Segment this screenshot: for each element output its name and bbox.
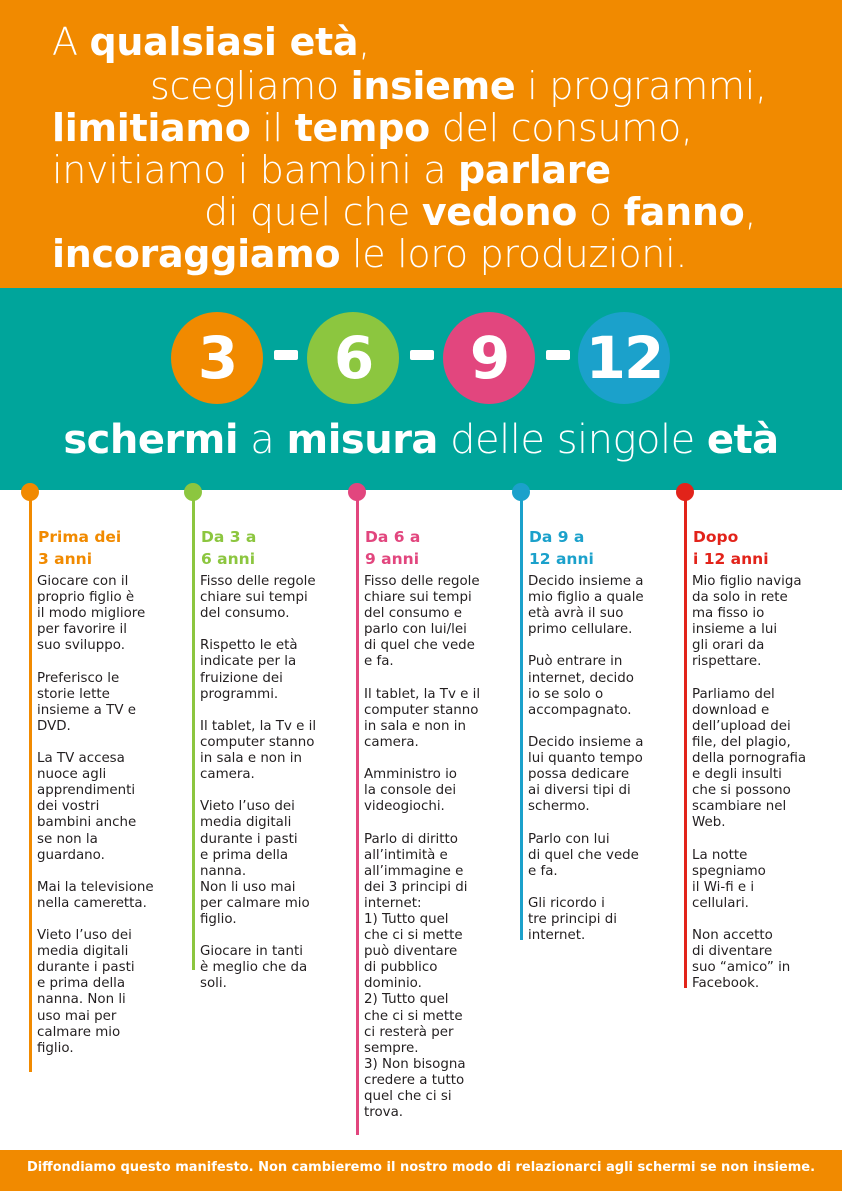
header-line-5	[204, 190, 756, 234]
column-title: Prima dei 3 anni	[38, 528, 122, 568]
timeline-dot	[21, 483, 39, 501]
header-line-4	[52, 148, 611, 192]
header-line-segment: vedono	[421, 190, 578, 234]
subtitle-segment: delle singole	[437, 417, 707, 463]
timeline-dot	[676, 483, 694, 501]
header-line-6	[52, 232, 687, 276]
header-line-segment: ,	[744, 190, 757, 234]
column-title: Dopo i 12 anni	[693, 528, 769, 568]
header-line-segment: qualsiasi età	[89, 20, 359, 64]
column-body: Mio figlio naviga da solo in rete ma fisso io insieme a lui gli orari da rispettare. Parliamo del download e dell’upload dei file, del plagio, della pornografia e degli insulti che si possono scambiare nel Web. La notte spegniamo il Wi-fi e i cellulari. Non accetto di diventare suo “amico” in Facebook.	[692, 574, 807, 992]
age-dash-3	[546, 350, 570, 360]
header-line-segment: il	[250, 106, 295, 150]
header-banner	[0, 0, 842, 288]
timeline-line	[356, 500, 359, 1135]
age-circle-6: 6	[307, 312, 399, 404]
timeline-dot	[184, 483, 202, 501]
header-line-segment: o	[577, 190, 624, 234]
header-line-1	[52, 20, 370, 64]
header-line-segment: di quel che	[204, 190, 422, 234]
column-title: Da 9 a 12 anni	[529, 528, 594, 568]
timeline-line	[684, 500, 687, 988]
header-line-segment: le loro produzioni.	[340, 232, 688, 276]
subtitle-segment: età	[706, 417, 779, 463]
column-title: Da 3 a 6 anni	[201, 528, 257, 568]
header-line-3	[52, 106, 693, 150]
header-line-segment: i programmi,	[515, 64, 767, 108]
band-subtitle	[0, 412, 842, 468]
header-line-segment: del consumo,	[429, 106, 693, 150]
header-line-segment: insieme	[350, 64, 516, 108]
footer-banner: Diffondiamo questo manifesto. Non cambieremo il nostro modo di relazionarci agli schermi se non insieme.	[0, 1150, 842, 1191]
header-line-segment: invitiamo i bambini a	[52, 148, 459, 192]
timeline-dot	[348, 483, 366, 501]
subtitle-segment: a	[238, 417, 287, 463]
header-line-segment: parlare	[458, 148, 611, 192]
timeline-line	[520, 500, 523, 940]
header-line-segment: tempo	[294, 106, 430, 150]
header-line-segment: incoraggiamo	[52, 232, 341, 276]
header-line-segment: scegliamo	[150, 64, 351, 108]
column-body: Fisso delle regole chiare sui tempi del consumo e parlo con lui/lei di quel che vede e fa. Il tablet, la Tv e il computer stanno in sala e non in camera. Amministro io la console dei videogiochi. Parlo di diritto all’intimità e all’immagine e dei 3 principi di internet: 1) Tutto quel che ci si mette può diventare di pubblico dominio. 2) Tutto quel che ci si mette ci resterà per sempre. 3) Non bisogna credere a tutto quel che ci si trova.	[364, 574, 481, 1121]
timeline-dot	[512, 483, 530, 501]
column-title: Da 6 a 9 anni	[365, 528, 421, 568]
header-line-segment: limitiamo	[52, 106, 251, 150]
column-body: Fisso delle regole chiare sui tempi del consumo. Rispetto le età indicate per la fruizione dei programmi. Il tablet, la Tv e il computer stanno in sala e non in camera. Vieto l’uso dei media digitali durante i pasti e prima della nanna. Non li uso mai per calmare mio figlio. Giocare in tanti è meglio che da soli.	[200, 574, 317, 992]
age-dash-1	[274, 350, 298, 360]
timeline-line	[29, 500, 32, 1072]
age-circle-9: 9	[443, 312, 535, 404]
subtitle-segment: misura	[286, 417, 438, 463]
subtitle-segment: schermi	[63, 417, 239, 463]
header-line-segment: A	[52, 20, 90, 64]
column-body: Decido insieme a mio figlio a quale età avrà il suo primo cellulare. Può entrare in internet, decido io se solo o accompagnato. Decido insieme a lui quanto tempo possa dedicare ai diversi tipi di schermo. Parlo con lui di quel che vede e fa. Gli ricordo i tre principi di internet.	[528, 574, 644, 944]
header-line-segment: fanno	[623, 190, 745, 234]
age-dash-2	[410, 350, 434, 360]
header-line-segment: ,	[358, 20, 371, 64]
column-body: Giocare con il proprio figlio è il modo migliore per favorire il suo sviluppo. Preferisco le storie lette insieme a TV e DVD. La TV accesa nuoce agli apprendimenti dei vostri bambini anche se non la guardano. Mai la televisione nella cameretta. Vieto l’uso dei media digitali durante i pasti e prima della nanna. Non li uso mai per calmare mio figlio.	[37, 574, 154, 1056]
age-circle-12: 12	[578, 312, 670, 404]
age-circle-3: 3	[171, 312, 263, 404]
header-line-2	[150, 64, 767, 108]
timeline-line	[192, 500, 195, 970]
